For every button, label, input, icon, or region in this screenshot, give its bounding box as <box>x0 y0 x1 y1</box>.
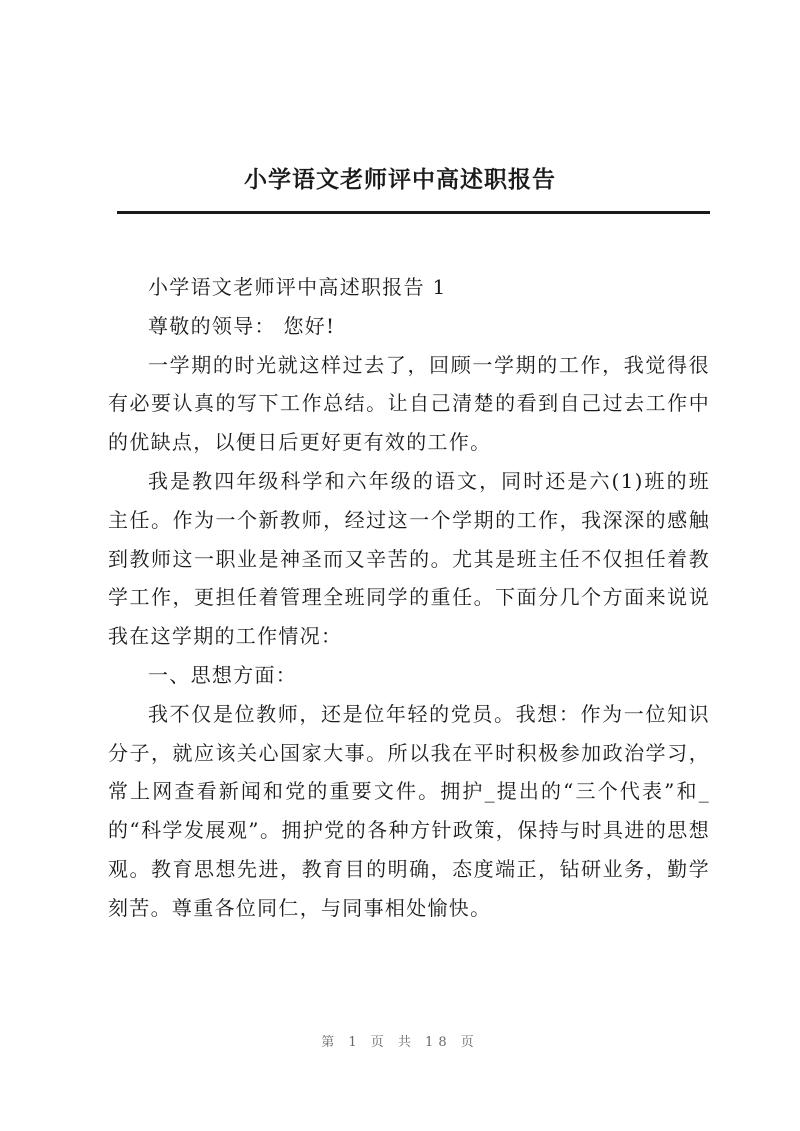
paragraph-thought: 我不仅是位教师，还是位年轻的党员。我想：作为一位知识分子，就应该关心国家大事。所以我在平时积极参加政治学习，常上网查看新闻和党的重要文件。拥护_提出的“三个代表”和_的“科学发展观”。拥护党的各种方针政策，保持与时具进的思想观。教育思想先进，教育目的明确，态度端正，钻研业务，勤学刻苦。尊重各位同仁，与同事相处愉快。 <box>108 701 710 920</box>
paragraph-heading: 小学语文老师评中高述职报告 1 <box>148 275 447 299</box>
title-underline <box>117 211 710 214</box>
page-number-footer: 第 1 页 共 18 页 <box>321 1035 479 1050</box>
paragraph-intro: 一学期的时光就这样过去了，回顾一学期的工作，我觉得很有必要认真的写下工作总结。让自己清楚的看到自己过去工作中的优缺点，以便日后更好更有效的工作。 <box>108 352 710 455</box>
paragraph-role: 我是教四年级科学和六年级的语文，同时还是六(1)班的班主任。作为一个新教师，经过这一个学期的工作，我深深的感触到教师这一职业是神圣而又辛苦的。尤其是班主任不仅担任着教学工作，更担任着管理全班同学的重任。下面分几个方面来说说我在这学期的工作情况： <box>108 468 710 649</box>
document-title: 小学语文老师评中高述职报告 <box>244 166 556 193</box>
paragraph-salutation: 尊敬的领导： 您好! <box>148 313 336 338</box>
document-body <box>108 268 710 928</box>
section-heading-thought: 一、思想方面： <box>148 662 298 687</box>
